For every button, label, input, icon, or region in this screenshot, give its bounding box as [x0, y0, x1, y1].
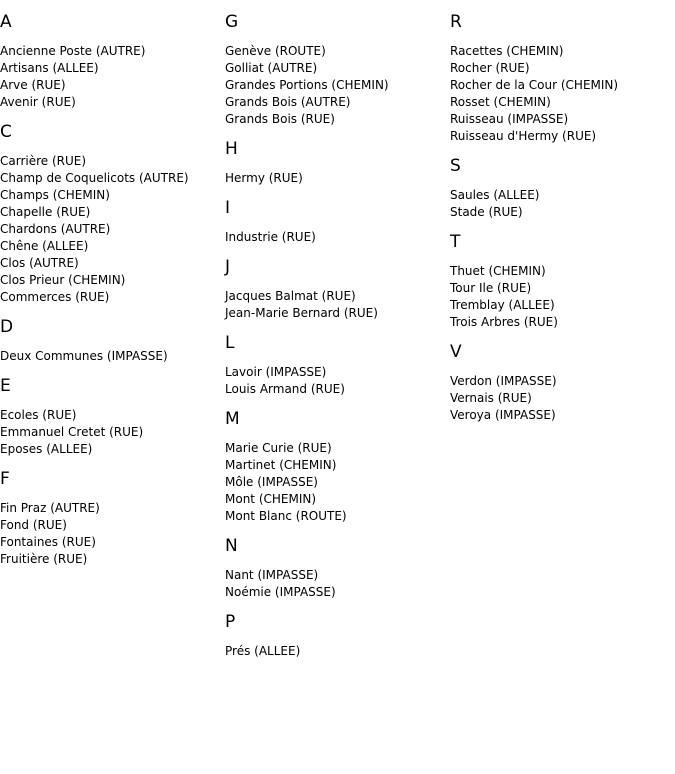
street-name: Saules (ALLEE) — [450, 188, 540, 202]
letter-section — [0, 469, 225, 568]
street-name: Deux Communes (IMPASSE) — [0, 349, 168, 363]
street-list — [225, 364, 450, 398]
street-list — [450, 263, 675, 331]
street-name: Emmanuel Cretet (RUE) — [0, 425, 144, 439]
section-letter-heading: H — [225, 139, 238, 159]
street-list — [225, 643, 450, 660]
section-letter-heading: P — [225, 612, 236, 632]
street-name: Verdon (IMPASSE) — [450, 374, 557, 388]
letter-section — [225, 12, 450, 128]
street-index-column-1 — [0, 12, 225, 579]
street-name: Hermy (RUE) — [225, 171, 303, 185]
street-name: Champs (CHEMIN) — [0, 188, 110, 202]
street-name: Commerces (RUE) — [0, 290, 110, 304]
section-letter-heading: F — [0, 469, 10, 489]
street-name: Rocher de la Cour (CHEMIN) — [450, 78, 619, 92]
street-name: Lavoir (IMPASSE) — [225, 365, 327, 379]
street-name: Fruitière (RUE) — [0, 552, 88, 566]
street-list — [450, 373, 675, 424]
street-name: Prés (ALLEE) — [225, 644, 301, 658]
street-list — [0, 153, 225, 306]
letter-section — [0, 12, 225, 111]
street-name: Fond (RUE) — [0, 518, 67, 532]
street-list — [225, 170, 450, 187]
letter-section — [225, 612, 450, 660]
street-list — [0, 500, 225, 568]
street-name: Genève (ROUTE) — [225, 44, 326, 58]
street-list — [225, 567, 450, 601]
section-letter-heading: M — [225, 409, 240, 429]
section-letter-heading: L — [225, 333, 235, 353]
section-letter-heading: G — [225, 12, 239, 32]
street-name: Eposes (ALLEE) — [0, 442, 93, 456]
letter-section — [450, 12, 675, 145]
street-name: Veroya (IMPASSE) — [450, 408, 556, 422]
letter-section — [0, 122, 225, 306]
street-name: Clos Prieur (CHEMIN) — [0, 273, 126, 287]
street-list — [225, 43, 450, 128]
street-name: Tremblay (ALLEE) — [450, 298, 555, 312]
letter-section — [225, 536, 450, 601]
street-name: Jean-Marie Bernard (RUE) — [225, 306, 378, 320]
street-index-column-2 — [225, 12, 450, 671]
street-name: Marie Curie (RUE) — [225, 441, 332, 455]
street-name: Ruisseau d'Hermy (RUE) — [450, 129, 597, 143]
letter-section — [0, 317, 225, 365]
street-name: Ruisseau (IMPASSE) — [450, 112, 569, 126]
street-list — [450, 187, 675, 221]
street-name: Mont (CHEMIN) — [225, 492, 317, 506]
street-name: Avenir (RUE) — [0, 95, 76, 109]
street-list — [225, 288, 450, 322]
letter-section — [450, 232, 675, 331]
section-letter-heading: N — [225, 536, 238, 556]
street-list — [450, 43, 675, 145]
street-name: Ecoles (RUE) — [0, 408, 77, 422]
section-letter-heading: D — [0, 317, 14, 337]
street-name: Rocher (RUE) — [450, 61, 530, 75]
street-name: Grands Bois (AUTRE) — [225, 95, 351, 109]
street-name: Racettes (CHEMIN) — [450, 44, 564, 58]
section-letter-heading: R — [450, 12, 462, 32]
street-list — [0, 407, 225, 458]
street-name: Môle (IMPASSE) — [225, 475, 318, 489]
letter-section — [225, 257, 450, 322]
street-name: Industrie (RUE) — [225, 230, 316, 244]
street-name: Fontaines (RUE) — [0, 535, 96, 549]
street-list — [0, 348, 225, 365]
street-index-column-3 — [450, 12, 675, 435]
street-name: Clos (AUTRE) — [0, 256, 79, 270]
street-name: Tour Ile (RUE) — [450, 281, 532, 295]
street-name: Chapelle (RUE) — [0, 205, 91, 219]
street-name: Artisans (ALLEE) — [0, 61, 99, 75]
street-list — [225, 440, 450, 525]
letter-section — [225, 139, 450, 187]
letter-section — [0, 376, 225, 458]
street-name: Ancienne Poste (AUTRE) — [0, 44, 146, 58]
street-name: Louis Armand (RUE) — [225, 382, 345, 396]
street-name: Fin Praz (AUTRE) — [0, 501, 100, 515]
section-letter-heading: I — [225, 198, 231, 218]
street-name: Jacques Balmat (RUE) — [225, 289, 356, 303]
street-name: Rosset (CHEMIN) — [450, 95, 551, 109]
street-name: Thuet (CHEMIN) — [450, 264, 546, 278]
street-name: Noémie (IMPASSE) — [225, 585, 336, 599]
street-name: Carrière (RUE) — [0, 154, 87, 168]
street-name: Champ de Coquelicots (AUTRE) — [0, 171, 189, 185]
section-letter-heading: E — [0, 376, 11, 396]
letter-section — [225, 409, 450, 525]
section-letter-heading: J — [225, 257, 231, 277]
street-name: Chardons (AUTRE) — [0, 222, 111, 236]
letter-section — [225, 333, 450, 398]
section-letter-heading: V — [450, 342, 462, 362]
street-name: Chêne (ALLEE) — [0, 239, 89, 253]
letter-section — [225, 198, 450, 246]
street-name: Stade (RUE) — [450, 205, 523, 219]
street-name: Martinet (CHEMIN) — [225, 458, 337, 472]
section-letter-heading: T — [450, 232, 461, 252]
street-name: Arve (RUE) — [0, 78, 66, 92]
street-name: Trois Arbres (RUE) — [450, 315, 558, 329]
street-name: Mont Blanc (ROUTE) — [225, 509, 347, 523]
street-name: Nant (IMPASSE) — [225, 568, 319, 582]
street-list — [225, 229, 450, 246]
street-name: Golliat (AUTRE) — [225, 61, 318, 75]
section-letter-heading: S — [450, 156, 461, 176]
letter-section — [450, 156, 675, 221]
street-name: Grands Bois (RUE) — [225, 112, 335, 126]
letter-section — [450, 342, 675, 424]
street-list — [0, 43, 225, 111]
section-letter-heading: A — [0, 12, 12, 32]
street-name: Grandes Portions (CHEMIN) — [225, 78, 389, 92]
section-letter-heading: C — [0, 122, 12, 142]
street-name: Vernais (RUE) — [450, 391, 532, 405]
